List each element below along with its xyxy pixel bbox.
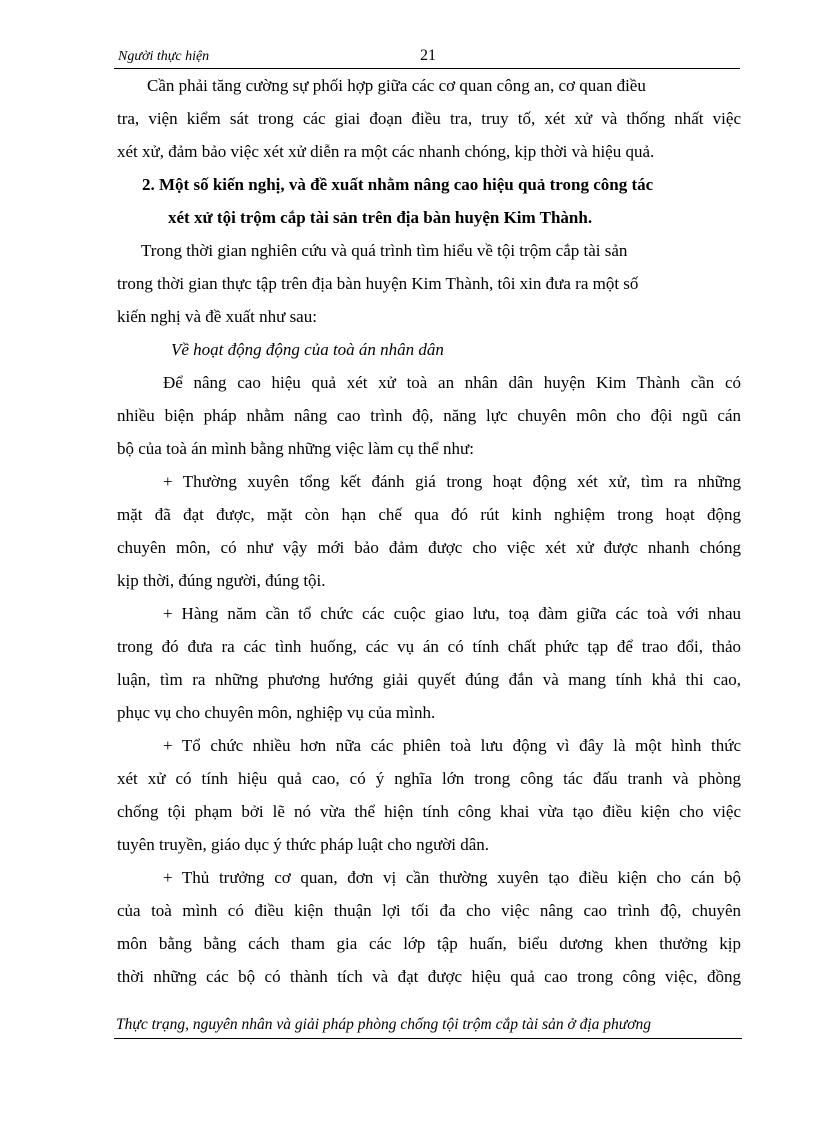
text-line: kịp thời, đúng người, đúng tội. — [117, 571, 326, 590]
text-line: phục vụ cho chuyên môn, nghiệp vụ của mình. — [117, 703, 436, 722]
section-heading: 2. Một số kiến nghị, và đề xuất nhằm nâng cao hiệu quả trong công tác — [142, 175, 654, 194]
footer-text: Thực trạng, nguyên nhân và giải pháp phòng chống tội trộm cắp tài sản ở địa phương — [116, 1016, 652, 1033]
text-line: thời những các bộ có thành tích và đạt được hiệu quả cao trong công việc, đồng — [117, 967, 741, 986]
section-heading: xét xử tội trộm cắp tài sản trên địa bàn huyện Kim Thành. — [168, 208, 593, 227]
header-author: Người thực hiện — [118, 49, 210, 64]
text-line: trong đó đưa ra các tình huống, các vụ án có tính chất phức tạp để trao đổi, thảo — [117, 637, 741, 656]
text-line: bộ của toà án mình bằng những việc làm cụ thể như: — [117, 439, 474, 458]
text-line: tuyên truyền, giáo dục ý thức pháp luật cho người dân. — [117, 835, 490, 854]
text-line: + Tổ chức nhiều hơn nữa các phiên toà lưu động vì đây là một hình thức — [163, 736, 741, 755]
text-line: chuyên môn, có như vậy mới bảo đảm được cho việc xét xử được nhanh chóng — [117, 538, 741, 557]
text-line: Trong thời gian nghiên cứu và quá trình tìm hiểu về tội trộm cắp tài sản — [141, 241, 628, 260]
text-line: nhiều biện pháp nhằm nâng cao trình độ, năng lực chuyên môn cho đội ngũ cán — [117, 406, 741, 425]
text-line: xét xử có tính hiệu quả cao, có ý nghĩa lớn trong công tác đấu tranh và phòng — [117, 769, 741, 788]
text-line: mặt đã đạt được, mặt còn hạn chế qua đó rút kinh nghiệm trong hoạt động — [117, 505, 741, 524]
text-line: tra, viện kiểm sát trong các giai đoạn điều tra, truy tố, xét xử và thống nhất việc — [117, 109, 741, 128]
text-line: trong thời gian thực tập trên địa bàn huyện Kim Thành, tôi xin đưa ra một số — [117, 274, 639, 293]
text-line: môn bằng bằng cách tham gia các lớp tập huấn, biểu dương khen thưởng kịp — [117, 934, 741, 953]
text-line: Cần phải tăng cường sự phối hợp giữa các cơ quan công an, cơ quan điều — [147, 76, 646, 95]
text-line: chống tội phạm bởi lẽ nó vừa thể hiện tính công khai vừa tạo điều kiện cho việc — [117, 802, 741, 821]
text-line: của toà mình có điều kiện thuận lợi tối đa cho việc nâng cao trình độ, chuyên — [117, 901, 741, 920]
text-line: kiến nghị và đề xuất như sau: — [117, 307, 317, 326]
text-line: Để nâng cao hiệu quả xét xử toà an nhân dân huyện Kim Thành cần có — [163, 373, 741, 392]
text-line: luận, tìm ra những phương hướng giải quyết đúng đắn và mang tính khả thi cao, — [117, 670, 741, 689]
subheading: Về hoạt động động của toà án nhân dân — [171, 340, 444, 359]
page-footer — [114, 1016, 742, 1039]
text-line: xét xử, đảm bảo việc xét xử diễn ra một các nhanh chóng, kịp thời và hiệu quả. — [117, 142, 655, 161]
text-line: + Hàng năm cần tổ chức các cuộc giao lưu, toạ đàm giữa các toà với nhau — [163, 604, 741, 623]
text-line: + Thường xuyên tổng kết đánh giá trong hoạt động xét xử, tìm ra những — [163, 472, 741, 491]
text-line: + Thủ trưởng cơ quan, đơn vị cần thường xuyên tạo điều kiện cho cán bộ — [163, 868, 741, 887]
document-body — [117, 69, 741, 993]
page-number: 21 — [420, 47, 436, 64]
page-header — [114, 46, 740, 69]
